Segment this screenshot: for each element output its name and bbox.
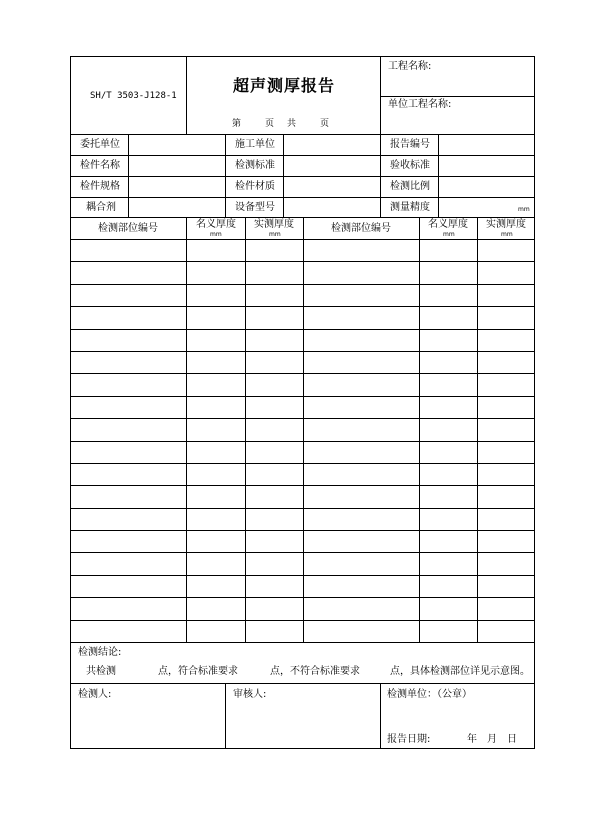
- client-unit-label: 委托单位: [80, 139, 120, 150]
- acceptance-standard-label: 验收标准: [390, 160, 430, 171]
- divider-info-v3: [283, 134, 284, 217]
- actual-header-right: 实测厚度: [486, 219, 526, 230]
- reviewer-label: 审核人:: [233, 689, 267, 700]
- table-row-divider: [70, 508, 535, 509]
- unit-project-label: 单位工程名称:: [388, 99, 452, 110]
- conclusion-label: 检测结论:: [78, 647, 122, 658]
- construction-unit-label: 施工单位: [235, 139, 275, 150]
- divider-footer-v2: [380, 683, 381, 749]
- divider-info-2: [70, 176, 535, 177]
- inspection-unit-label: 检测单位：（公章）: [387, 689, 472, 700]
- divider-table-v1: [186, 217, 187, 642]
- precision-unit: mm: [518, 206, 530, 213]
- conclusion-fail: 点，不符合标准要求: [270, 666, 360, 677]
- measurement-precision-label: 测量精度: [390, 202, 430, 213]
- table-row-divider: [70, 441, 535, 442]
- table-row-divider: [70, 373, 535, 374]
- divider-header: [70, 134, 535, 135]
- report-number-label: 报告编号: [390, 139, 430, 150]
- divider-conclusion-top: [70, 642, 535, 643]
- couplant-label: 耦合剂: [86, 202, 116, 213]
- table-row-divider: [70, 306, 535, 307]
- page-title: 超声测厚报告: [233, 76, 336, 95]
- divider-table-v4: [419, 217, 420, 642]
- divider-table-v2: [245, 217, 246, 642]
- table-row-divider: [70, 575, 535, 576]
- form-code: SH/T 3503-J128-1: [90, 91, 177, 101]
- table-row-divider: [70, 329, 535, 330]
- nominal-header-right: 名义厚度: [428, 219, 468, 230]
- inspector-label: 检测人:: [78, 689, 112, 700]
- report-date-label: 报告日期:: [387, 734, 431, 745]
- table-row-divider: [70, 284, 535, 285]
- conclusion-total: 共检测: [86, 666, 116, 677]
- specimen-spec-label: 检件规格: [80, 181, 120, 192]
- divider-info-v5: [438, 134, 439, 217]
- actual-unit-left: mm: [269, 231, 281, 238]
- table-row-divider: [70, 396, 535, 397]
- report-date-units: 年 月 日: [467, 734, 517, 745]
- page-info: 第 页 共 页: [232, 119, 332, 129]
- table-row-divider: [70, 597, 535, 598]
- table-row-divider: [70, 530, 535, 531]
- conclusion-detail: 点，具体检测部位详见示意图。: [390, 666, 530, 677]
- divider-info-3: [70, 197, 535, 198]
- location-header-right: 检测部位编号: [331, 223, 391, 234]
- divider-info-1: [70, 155, 535, 156]
- divider-info-v4: [380, 134, 381, 217]
- specimen-material-label: 检件材质: [235, 181, 275, 192]
- table-row-divider: [70, 552, 535, 553]
- equipment-model-label: 设备型号: [235, 202, 275, 213]
- table-row-divider: [70, 620, 535, 621]
- nominal-header-left: 名义厚度: [196, 219, 236, 230]
- project-name-label: 工程名称:: [388, 61, 432, 72]
- conclusion-pass: 点，符合标准要求: [158, 666, 238, 677]
- table-row-divider: [70, 463, 535, 464]
- divider-unit-project: [380, 96, 535, 97]
- divider-info-v1: [128, 134, 129, 217]
- divider-header-v2: [380, 56, 381, 134]
- divider-table-v5: [477, 217, 478, 642]
- nominal-unit-left: mm: [210, 231, 222, 238]
- inspection-ratio-label: 检测比例: [390, 181, 430, 192]
- test-standard-label: 检测标准: [235, 160, 275, 171]
- divider-footer-top: [70, 683, 535, 684]
- divider-footer-v1: [225, 683, 226, 749]
- nominal-unit-right: mm: [443, 231, 455, 238]
- divider-table-v3: [303, 217, 304, 642]
- table-row-divider: [70, 485, 535, 486]
- specimen-name-label: 检件名称: [80, 160, 120, 171]
- divider-header-v1: [186, 56, 187, 134]
- table-row-divider: [70, 261, 535, 262]
- location-header-left: 检测部位编号: [98, 223, 158, 234]
- divider-info-v2: [225, 134, 226, 217]
- table-row-divider: [70, 418, 535, 419]
- actual-unit-right: mm: [501, 231, 513, 238]
- actual-header-left: 实测厚度: [254, 219, 294, 230]
- table-row-divider: [70, 351, 535, 352]
